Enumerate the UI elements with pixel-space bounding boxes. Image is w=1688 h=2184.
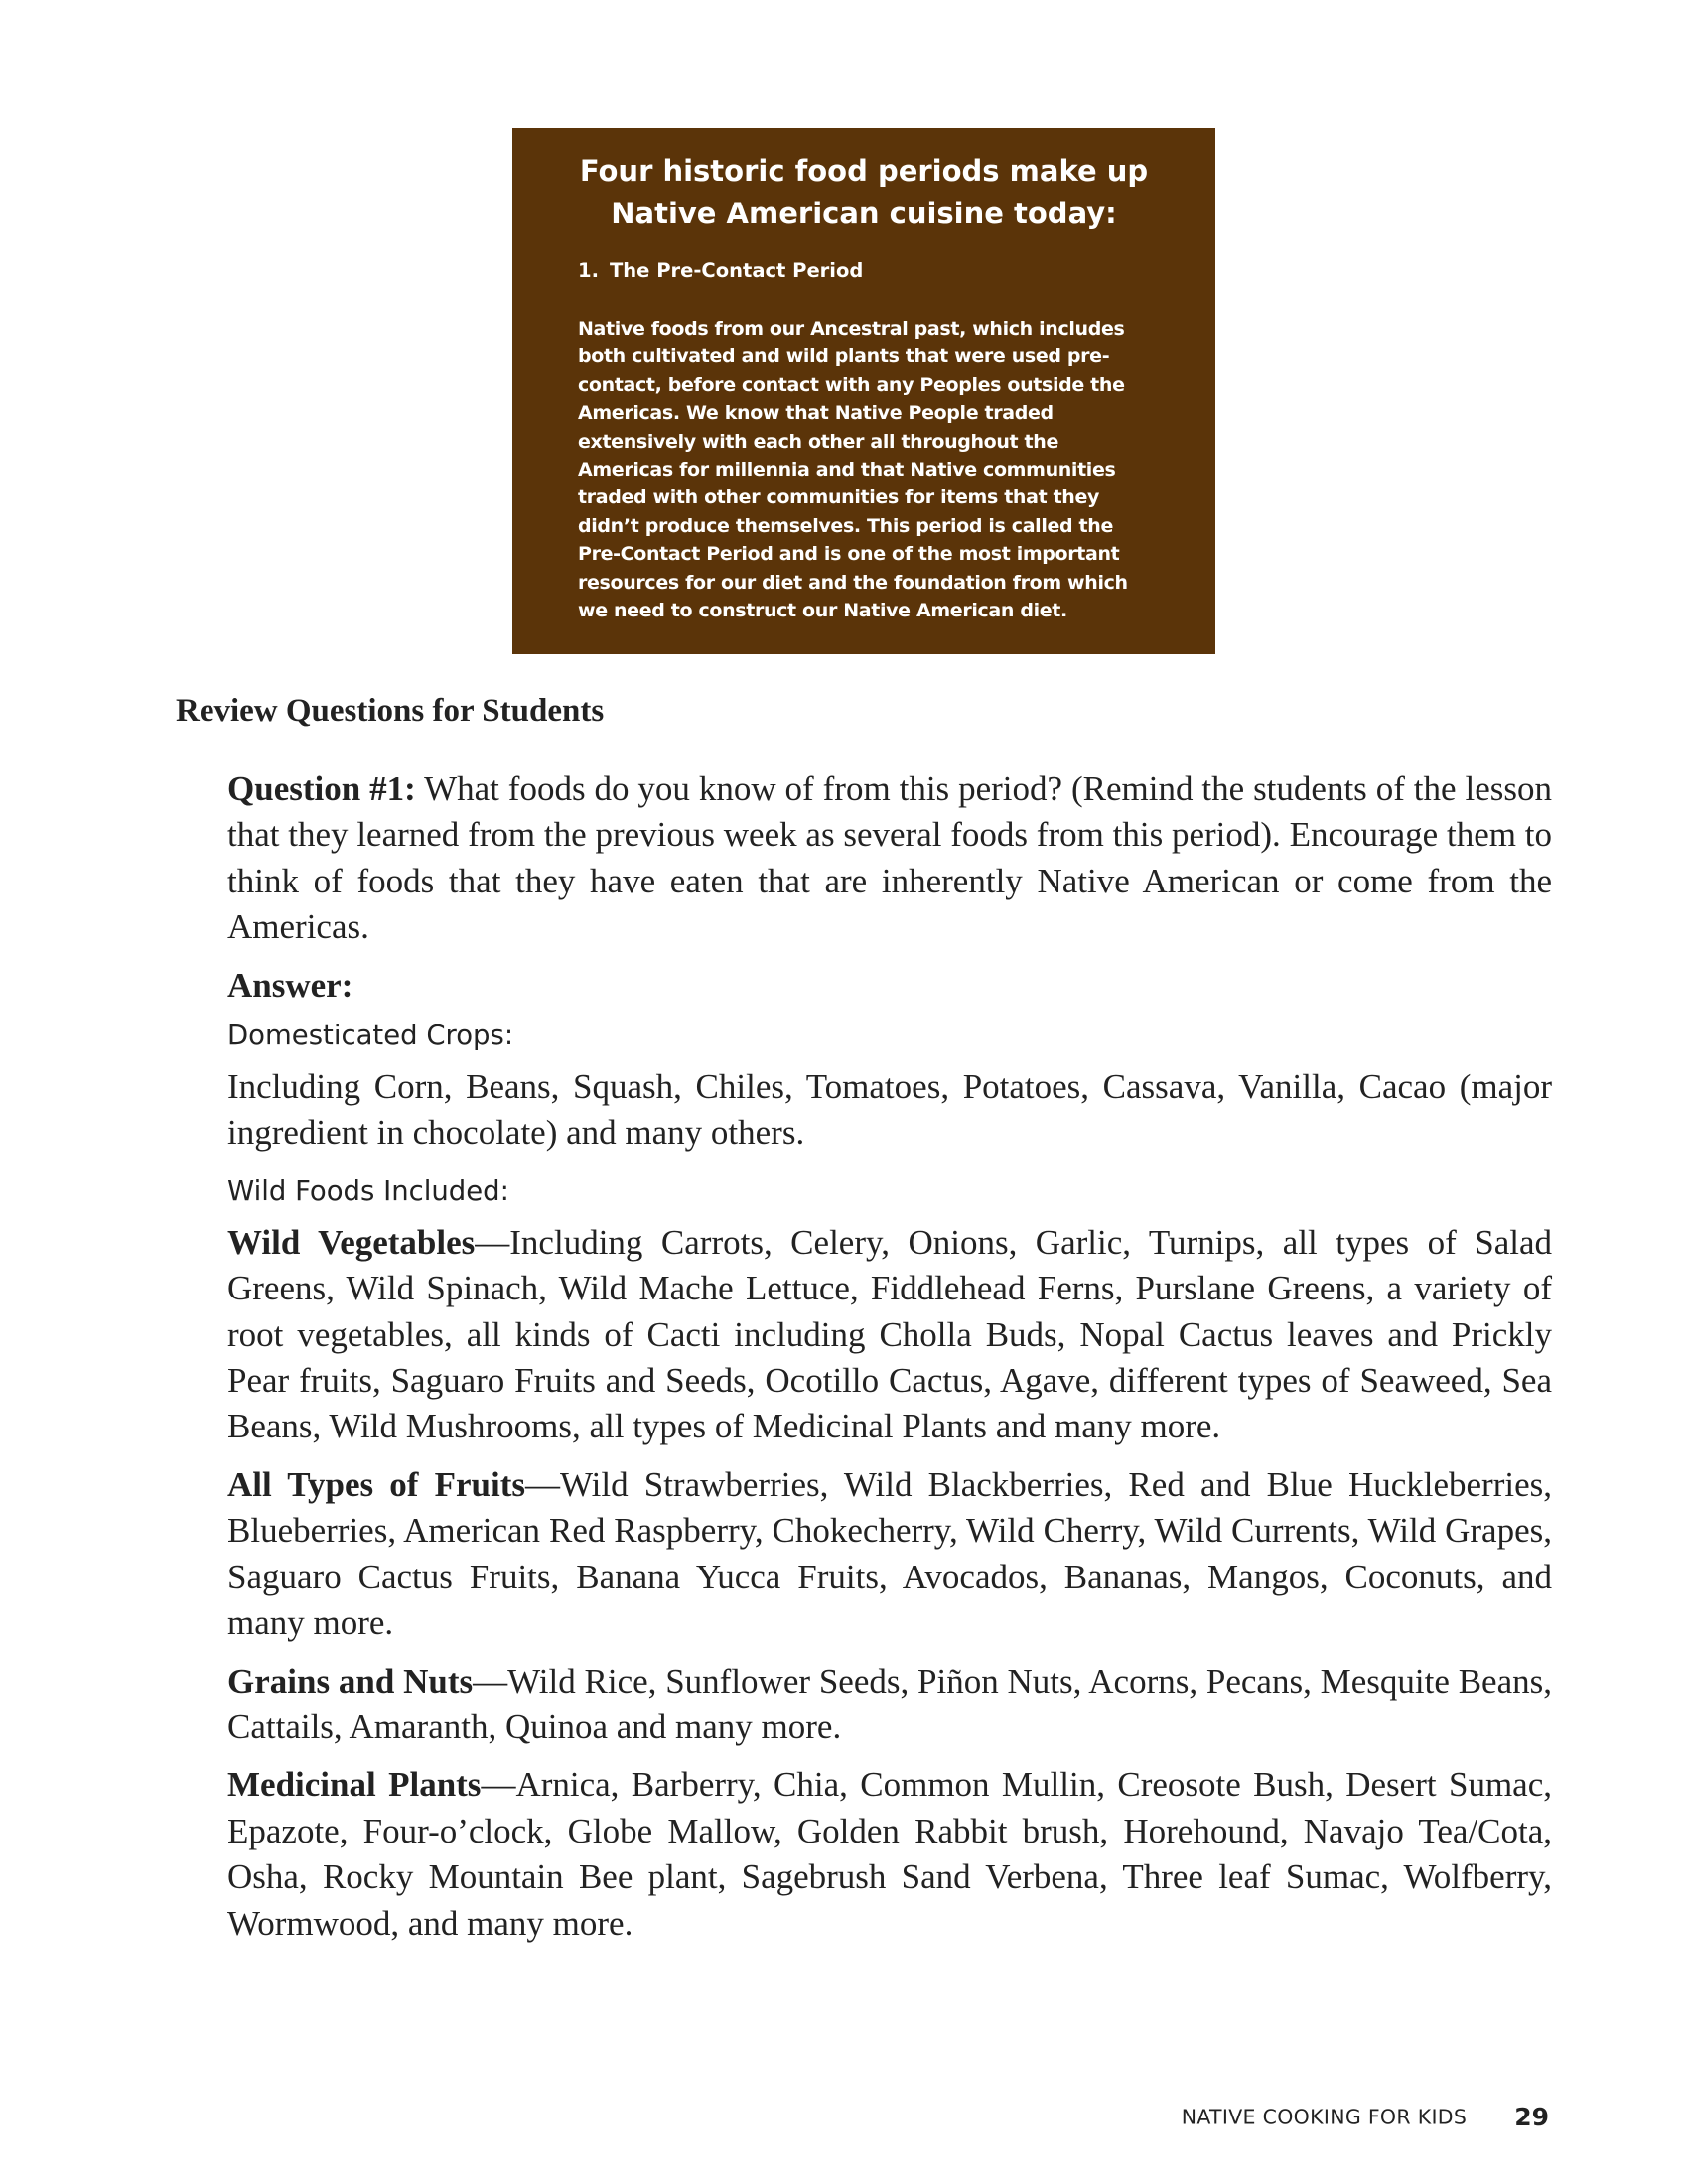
- callout-title-line-2: Native American cuisine today:: [611, 197, 1117, 230]
- callout-title: [578, 150, 1158, 235]
- category-text: —Including Carrots, Celery, Onions, Garlic, Turnips, all types of Salad Greens, Wild Spinach, Wild Mache Lettuce, Fiddlehead Ferns, Purslane Greens, a variety of root vegetables, all kinds of Cacti including Cholla Buds, Nopal Cactus leaves and Prickly Pear fruits, Saguaro Fruits and Seeds, Ocotillo Cactus, Agave, different types of Seaweed, Sea Beans, Wild Mushrooms, all types of Medicinal Plants and many more.: [227, 1222, 1553, 1446]
- section-heading: Review Questions for Students: [176, 693, 605, 729]
- callout-period-heading: [578, 257, 1158, 285]
- category-label: Wild Vegetables: [227, 1222, 476, 1262]
- domesticated-crops-text: Including Corn, Beans, Squash, Chiles, Tomatoes, Potatoes, Cassava, Vanilla, Cacao (major ingredient in chocolate) and many others.: [227, 1067, 1552, 1153]
- page-footer: [1182, 2103, 1549, 2131]
- category-paragraph-medicinal-plants: [227, 1762, 1552, 1947]
- category-paragraph-grains-nuts: [227, 1659, 1552, 1751]
- footer-book-title: NATIVE COOKING FOR KIDS: [1181, 2105, 1468, 2129]
- callout-period-title: The Pre-Contact Period: [610, 259, 864, 282]
- question-text: What foods do you know of from this period? (Remind the students of the lesson that they learned from the previous week as several foods from this period). Encourage them to think of foods that they have eaten that are inherently Native American or come from the Americas.: [227, 769, 1552, 947]
- callout-title-line-1: Four historic food periods make up: [579, 154, 1149, 188]
- review-question-content: [227, 766, 1552, 1959]
- wild-foods-label: Wild Foods Included:: [227, 1174, 509, 1207]
- category-label: Medicinal Plants: [227, 1765, 482, 1805]
- category-text: —Wild Strawberries, Wild Blackberries, Red and Blue Huckleberries, Blueberries, American Red Raspberry, Chokecherry, Wild Cherry, Wild Currents, Wild Grapes, Saguaro Cactus Fruits, Banana Yucca Fruits, Avocados, Bananas, Mangos, Coconuts, and many more.: [227, 1464, 1552, 1643]
- callout-body-text: Native foods from our Ancestral past, which includes both cultivated and wild plants that were used pre-contact, before contact with any Peoples outside the Americas. We know that Native People traded extensively with each other all throughout the Americas for millennia and that Native communities traded with other communities for items that they didn’t produce themselves. This period is called the Pre-Contact Period and is one of the most important resources for our diet and the foundation from which we need to construct our Native American diet.: [578, 318, 1128, 622]
- page-number: 29: [1514, 2103, 1549, 2131]
- category-label: Grains and Nuts: [227, 1661, 474, 1701]
- category-text: —Wild Rice, Sunflower Seeds, Piñon Nuts, Acorns, Pecans, Mesquite Beans, Cattails, Amaranth, Quinoa and many more.: [227, 1661, 1552, 1746]
- pre-contact-callout-box: [512, 128, 1215, 654]
- answer-label: Answer:: [227, 965, 353, 1005]
- category-label: All Types of Fruits: [227, 1464, 525, 1504]
- question-label: Question #1:: [227, 769, 416, 808]
- domesticated-crops-label: Domesticated Crops:: [227, 1020, 514, 1052]
- question-paragraph: [227, 766, 1552, 951]
- category-paragraph-wild-vegetables: [227, 1220, 1552, 1450]
- category-text: —Arnica, Barberry, Chia, Common Mullin, Creosote Bush, Desert Sumac, Epazote, Four-o’clock, Globe Mallow, Golden Rabbit brush, Horehound, Navajo Tea/Cota, Osha, Rocky Mountain Bee plant, Sagebrush Sand Verbena, Three leaf Sumac, Wolfberry, Wormwood, and many more.: [227, 1765, 1552, 1943]
- callout-period-number: 1.: [578, 259, 599, 282]
- category-paragraph-fruits: [227, 1462, 1552, 1647]
